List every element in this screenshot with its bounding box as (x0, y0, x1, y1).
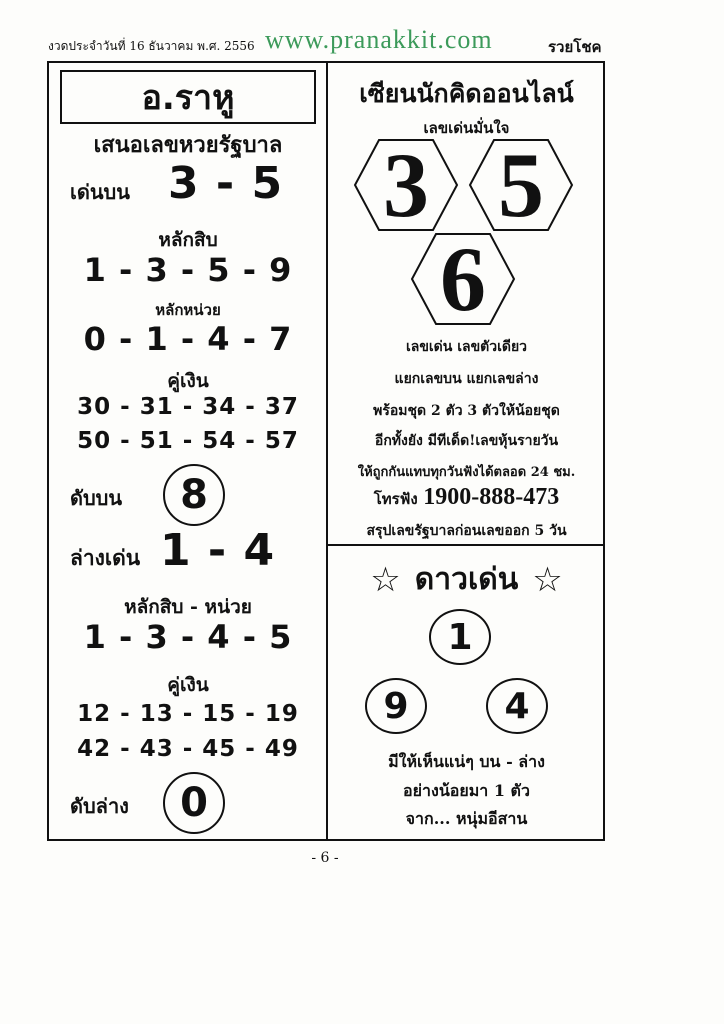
kill-bottom-label: ดับล่าง (70, 794, 129, 818)
kill-top-circle (163, 464, 225, 526)
units-numbers: 0 - 1 - 4 - 7 (83, 320, 293, 358)
right-line-2: แยกเลขบน แยกเลขล่าง (394, 371, 539, 387)
website-url: www.pranakkit.com (265, 25, 493, 54)
star-digit-2-circle (365, 678, 427, 734)
page-number: - 6 - (311, 850, 339, 866)
star-digit-3-circle (486, 678, 548, 734)
hex-digit-1-value: 3 (383, 134, 429, 236)
kill-top-value: 8 (180, 472, 208, 518)
bottom-numbers: 1 - 4 (160, 525, 276, 576)
pairs-row-2: 50 - 51 - 54 - 57 (77, 428, 299, 454)
section-divider (328, 544, 605, 546)
tens-units-numbers: 1 - 3 - 4 - 5 (83, 618, 293, 656)
phone-label: โทรฟัง (373, 490, 418, 508)
pairs-row-1: 30 - 31 - 34 - 37 (77, 394, 299, 420)
star-icon: ☆ (532, 559, 563, 600)
star-line-1: มีให้เห็นแน่ๆ บน - ล่าง (388, 752, 545, 771)
hex-digit-3 (410, 228, 516, 330)
right-line-1: เลขเด่น เลขตัวเดียว (405, 339, 528, 355)
star-digit-1: 1 (447, 616, 473, 658)
issue-date: งวดประจำวันที่ 16 ธันวาคม พ.ศ. 2556 (48, 39, 255, 53)
right-line-3: พร้อมชุด 2 ตัว 3 ตัวให้น้อยชุด (373, 403, 560, 419)
pairs-label: คู่เงิน (167, 370, 209, 392)
star-line-3: จาก... หนุ่มอีสาน (405, 809, 528, 828)
star-icon: ☆ (370, 559, 401, 600)
top-label: เด่นบน (70, 180, 130, 204)
tens-units-label: หลักสิบ - หน่วย (124, 596, 252, 618)
right-subtitle: เลขเด่นมั่นใจ (423, 119, 510, 137)
right-line-4: อีกทั้งยัง มีทีเด็ด!เลขหุ้นรายวัน (374, 433, 559, 449)
top-numbers: 3 - 5 (168, 158, 284, 209)
star-line-2: อย่างน้อยมา 1 ตัว (403, 781, 530, 800)
star-title-row (328, 556, 605, 603)
phone-line (328, 484, 605, 511)
pairs2-label: คู่เงิน (167, 674, 209, 696)
hex-digit-3-value: 6 (440, 228, 486, 330)
left-subtitle: เสนอเลขหวยรัฐบาล (93, 132, 283, 158)
star-digit-2: 9 (383, 685, 409, 727)
kill-top-label: ดับบน (70, 486, 123, 510)
bottom-label: ล่างเด่น (70, 545, 141, 570)
hex-digit-1 (353, 134, 459, 236)
publication-name: รวยโชค (548, 38, 602, 56)
pairs2-row-2: 42 - 43 - 45 - 49 (77, 736, 299, 762)
kill-bottom-circle (163, 772, 225, 834)
units-label: หลักหน่วย (155, 301, 221, 319)
right-line-6: สรุปเลขรัฐบาลก่อนเลขออก 5 วัน (366, 523, 567, 539)
pairs2-row-1: 12 - 13 - 15 - 19 (77, 701, 299, 727)
star-digit-1-circle (429, 609, 491, 665)
hex-digit-2 (468, 134, 574, 236)
tens-label: หลักสิบ (158, 229, 218, 251)
kill-bottom-value: 0 (180, 780, 208, 826)
hex-digit-2-value: 5 (498, 134, 544, 236)
right-line-5: ให้ถูกกันแทบทุกวันฟังได้ตลอด 24 ชม. (357, 465, 576, 480)
star-title: ดาวเด่น (414, 562, 519, 597)
phone-number: 1900-888-473 (423, 484, 560, 510)
tens-numbers: 1 - 3 - 5 - 9 (83, 251, 293, 289)
star-digit-3: 4 (504, 685, 530, 727)
right-title: เซียนนักคิดออนไลน์ (359, 79, 574, 108)
author-title-box (60, 70, 316, 124)
author-name: อ.ราหู (141, 78, 235, 118)
